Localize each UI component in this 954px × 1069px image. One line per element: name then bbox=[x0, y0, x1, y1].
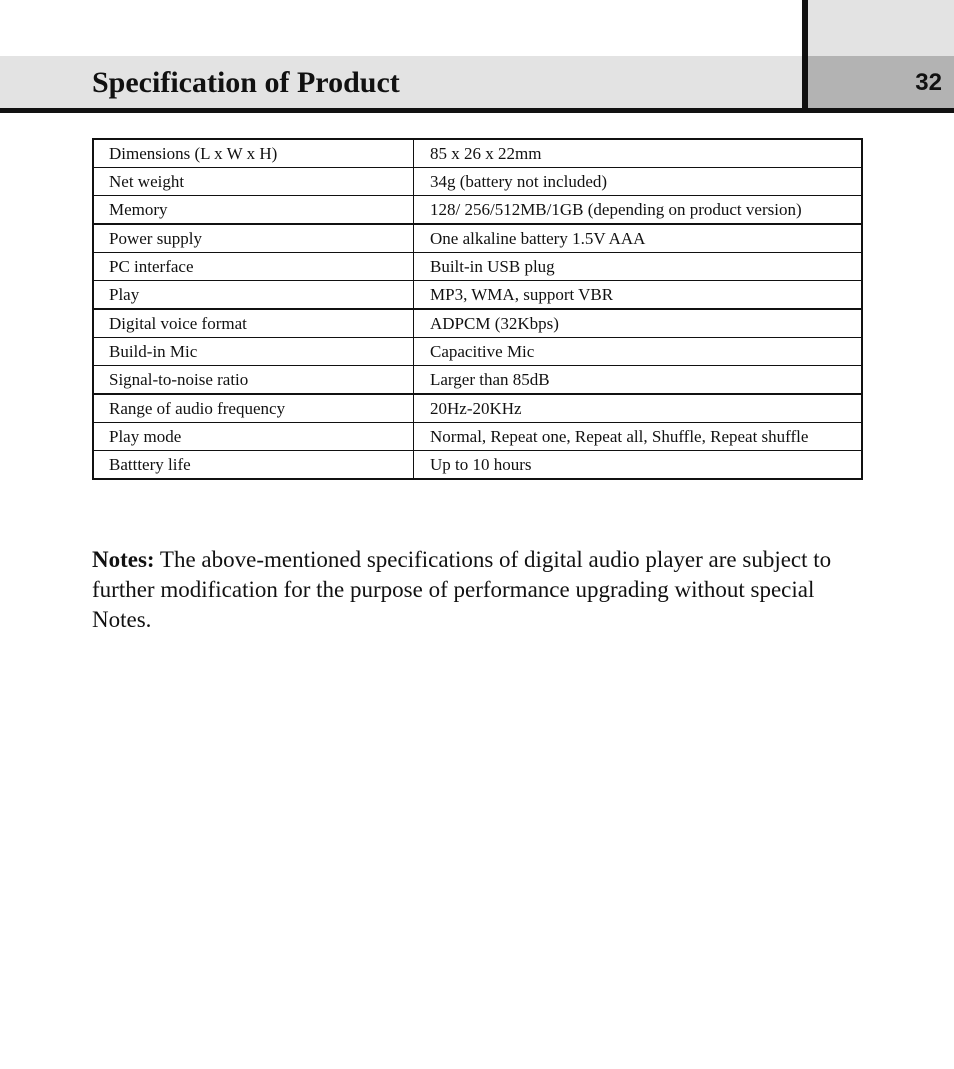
table-row bbox=[93, 366, 862, 395]
spec-value: One alkaline battery 1.5V AAA bbox=[414, 224, 863, 253]
notes-label: Notes: bbox=[92, 547, 155, 572]
spec-value: Built-in USB plug bbox=[414, 253, 863, 281]
page-number: 32 bbox=[915, 69, 942, 96]
spec-label: Power supply bbox=[93, 224, 414, 253]
spec-value: Larger than 85dB bbox=[414, 366, 863, 395]
table-row bbox=[93, 139, 862, 168]
page-tab-top bbox=[808, 0, 954, 56]
header-rule bbox=[0, 108, 954, 113]
table-row bbox=[93, 196, 862, 225]
spec-label: Memory bbox=[93, 196, 414, 225]
spec-label: Digital voice format bbox=[93, 309, 414, 338]
spec-label: PC interface bbox=[93, 253, 414, 281]
table-row bbox=[93, 224, 862, 253]
spec-label: Batttery life bbox=[93, 451, 414, 480]
spec-label: Play mode bbox=[93, 423, 414, 451]
table-row bbox=[93, 168, 862, 196]
spec-value: Up to 10 hours bbox=[414, 451, 863, 480]
spec-value: ADPCM (32Kbps) bbox=[414, 309, 863, 338]
table-row bbox=[93, 423, 862, 451]
notes-paragraph bbox=[92, 545, 862, 635]
spec-label: Signal-to-noise ratio bbox=[93, 366, 414, 395]
table-row bbox=[93, 309, 862, 338]
spec-label: Play bbox=[93, 281, 414, 310]
notes-text: The above-mentioned specifications of digital audio player are subject to further modification for the purpose of performance upgrading without special Notes. bbox=[92, 547, 832, 632]
table-row bbox=[93, 253, 862, 281]
spec-value: 20Hz-20KHz bbox=[414, 394, 863, 423]
spec-label: Build-in Mic bbox=[93, 338, 414, 366]
spec-table bbox=[92, 138, 863, 480]
table-row bbox=[93, 451, 862, 480]
spec-value: 85 x 26 x 22mm bbox=[414, 139, 863, 168]
spec-value: MP3, WMA, support VBR bbox=[414, 281, 863, 310]
spec-value: Normal, Repeat one, Repeat all, Shuffle, Repeat shuffle bbox=[414, 423, 863, 451]
spec-value: 34g (battery not included) bbox=[414, 168, 863, 196]
spec-value: 128/ 256/512MB/1GB (depending on product version) bbox=[414, 196, 863, 225]
page-title: Specification of Product bbox=[92, 66, 400, 99]
table-row bbox=[93, 281, 862, 310]
spec-label: Net weight bbox=[93, 168, 414, 196]
table-row bbox=[93, 338, 862, 366]
spec-label: Range of audio frequency bbox=[93, 394, 414, 423]
table-row bbox=[93, 394, 862, 423]
spec-value: Capacitive Mic bbox=[414, 338, 863, 366]
spec-label: Dimensions (L x W x H) bbox=[93, 139, 414, 168]
